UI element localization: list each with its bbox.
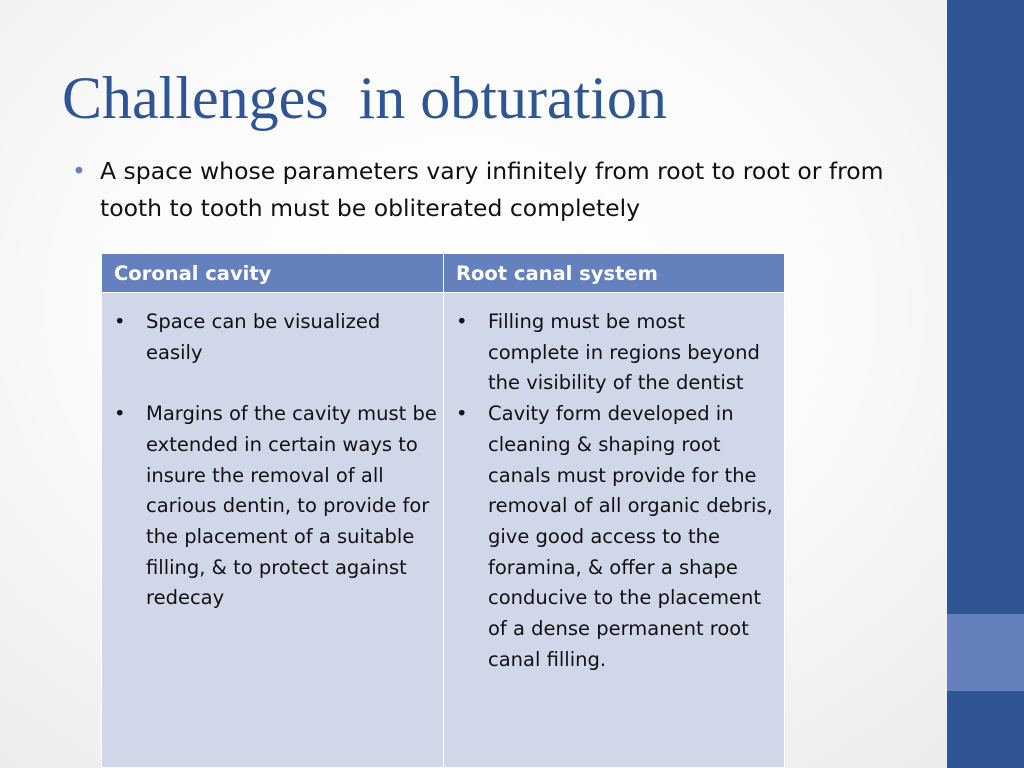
slide-title: Challenges in obturation [62, 65, 667, 131]
bullet-dot-icon: • [114, 310, 126, 333]
intro-bullet-text: A space whose parameters vary infinitely from root to root or from tooth to tooth must be obliterated completely [100, 157, 884, 222]
coronal-cavity-cell [102, 293, 444, 768]
root-canal-system-cell [444, 293, 785, 768]
coronal-cavity-list [114, 307, 437, 614]
bullet-dot-icon: • [114, 402, 126, 426]
list-item [114, 399, 437, 614]
list-item-text: Cavity form developed in cleaning & shaping root canals must provide for the removal of all organic debris, give good access to the foramina, & offer a shape conducive to the placement of a dense permanent root canal filling. [488, 402, 773, 671]
list-item-text: Margins of the cavity must be extended in certain ways to insure the removal of all carious dentin, to provide for the placement of a suitable filling, & to protect against redecay [146, 402, 437, 610]
header-coronal-cavity: Coronal cavity [102, 254, 444, 293]
bullet-dot-icon: • [456, 310, 468, 333]
intro-bullet [72, 153, 902, 227]
list-item [456, 399, 778, 675]
comparison-table [101, 253, 785, 768]
table-header-row [102, 254, 785, 293]
table-row [102, 293, 785, 768]
bullet-dot-icon: • [456, 402, 468, 426]
list-item-text: Space can be visualized easily [146, 310, 381, 364]
list-item-text: Filling must be most complete in regions beyond the visibility of the dentist [488, 310, 760, 395]
bullet-dot-icon: • [72, 157, 86, 185]
header-root-canal-system: Root canal system [444, 254, 785, 293]
list-item [114, 307, 437, 368]
root-canal-system-list [456, 307, 778, 675]
list-item [456, 307, 778, 399]
side-accent-block [947, 614, 1024, 691]
